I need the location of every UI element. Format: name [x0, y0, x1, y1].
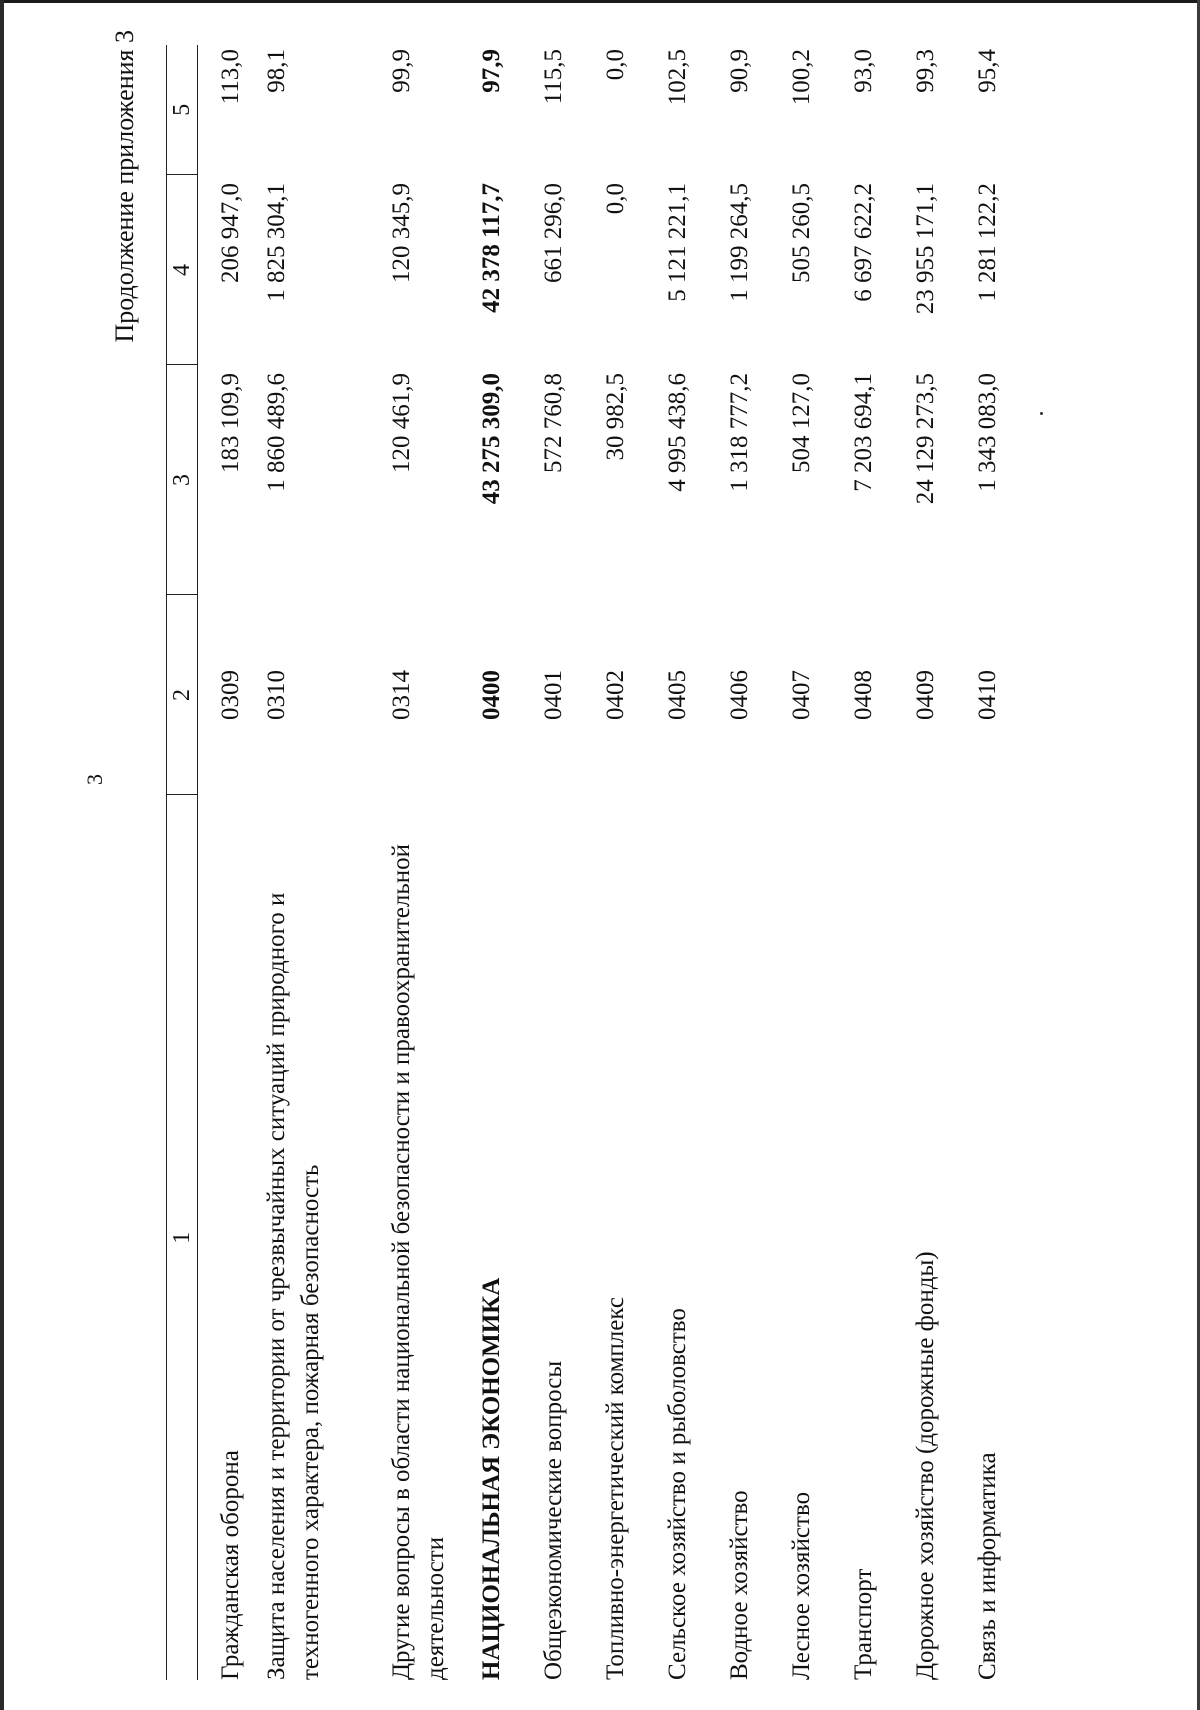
row-col4-cell: 1 199 264,5 — [725, 183, 753, 302]
row-col3-cell: 24 129 273,5 — [911, 373, 939, 505]
row-name-cell: Лесное хозяйство — [787, 1491, 815, 1680]
page-number: 3 — [82, 774, 107, 785]
row-col3-cell: 1 860 489,6 — [262, 373, 290, 492]
row-code-cell: 0410 — [973, 670, 1001, 720]
row-col3-cell: 4 995 438,6 — [663, 373, 691, 492]
row-col5-cell: 93,0 — [849, 49, 877, 93]
row-col5-cell: 115,5 — [539, 49, 567, 105]
row-col5-cell: 99,9 — [387, 49, 415, 93]
table-row — [385, 45, 475, 1680]
row-name-cell: НАЦИОНАЛЬНАЯ ЭКОНОМИКА — [477, 1277, 505, 1680]
table-row — [537, 45, 599, 1680]
row-col5-cell: 98,1 — [262, 49, 290, 93]
row-col4-cell: 1 281 122,2 — [973, 183, 1001, 302]
row-col3-cell: 120 461,9 — [387, 373, 415, 473]
table-row — [723, 45, 785, 1680]
row-col4-cell: 1 825 304,1 — [262, 183, 290, 302]
row-col3-cell: 183 109,9 — [217, 373, 244, 473]
table-row — [785, 45, 847, 1680]
row-col3-cell: 504 127,0 — [787, 373, 815, 473]
row-col3-cell: 43 275 309,0 — [477, 373, 505, 505]
row-name-cell: Общеэкономические вопросы — [539, 1360, 567, 1680]
row-name-cell: Сельское хозяйство и рыболовство — [663, 1308, 691, 1680]
row-col4-cell: 206 947,0 — [217, 183, 244, 283]
row-code-cell: 0409 — [911, 670, 939, 720]
table-row — [909, 45, 971, 1680]
row-name-cell: Транспорт — [849, 1568, 877, 1680]
row-col3-cell: 1 318 777,2 — [725, 373, 753, 492]
row-code-cell: 0309 — [217, 670, 244, 720]
row-col5-cell: 97,9 — [477, 49, 505, 93]
row-name-cell: Топливно-энергетический комплекс — [601, 1297, 629, 1680]
row-code-cell: 0310 — [262, 670, 290, 720]
row-code-cell: 0400 — [477, 670, 505, 720]
row-col3-cell: 30 982,5 — [601, 373, 629, 461]
row-col5-cell: 100,2 — [787, 49, 815, 106]
row-col5-cell: 113,0 — [217, 49, 244, 105]
row-name-cell: Другие вопросы в области национальной безопасности и правоохранительной деятельности — [387, 843, 449, 1680]
row-name-cell: Защита населения и территории от чрезвычайных ситуаций природного и техногенного характера, пожарная безопасность — [262, 892, 324, 1680]
continuation-label: Продолжение приложения 3 — [110, 30, 139, 343]
row-name-cell: Связь и информатика — [973, 1452, 1001, 1680]
table-row — [847, 45, 909, 1680]
row-name-cell: Водное хозяйство — [725, 1490, 753, 1680]
row-code-cell: 0402 — [601, 670, 629, 720]
table-body — [198, 45, 1033, 1680]
row-code-cell: 0408 — [849, 670, 877, 720]
row-col4-cell: 23 955 171,1 — [911, 183, 939, 315]
table-row — [260, 45, 385, 1680]
row-col4-cell: 120 345,9 — [387, 183, 415, 283]
row-name-cell: Гражданская оборона — [217, 1450, 244, 1680]
row-col5-cell: 90,9 — [725, 49, 753, 93]
row-col5-cell: 102,5 — [663, 49, 691, 106]
budget-table — [166, 45, 1033, 1680]
table-row — [599, 45, 661, 1680]
row-col4-cell: 42 378 117,7 — [477, 183, 505, 313]
row-code-cell: 0401 — [539, 670, 567, 720]
row-col5-cell: 99,3 — [911, 49, 939, 93]
row-code-cell: 0407 — [787, 670, 815, 720]
header-col-5: 5 — [167, 45, 198, 175]
row-col4-cell: 0,0 — [601, 183, 629, 215]
row-col4-cell: 661 296,0 — [539, 183, 567, 283]
row-col3-cell: 1 343 083,0 — [973, 373, 1001, 492]
row-code-cell: 0314 — [387, 670, 415, 720]
table-row — [475, 45, 537, 1680]
row-code-cell: 0405 — [663, 670, 691, 720]
row-col5-cell: 95,4 — [973, 49, 1001, 93]
row-col3-cell: 7 203 694,1 — [849, 373, 877, 492]
header-col-4: 4 — [167, 175, 198, 365]
row-name-cell: Дорожное хозяйство (дорожные фонды) — [911, 1251, 939, 1680]
row-col5-cell: 0,0 — [601, 49, 629, 81]
row-code-cell: 0406 — [725, 670, 753, 720]
table-row — [971, 45, 1033, 1680]
table-row — [198, 45, 260, 1680]
row-col4-cell: 505 260,5 — [787, 183, 815, 283]
table-row — [661, 45, 723, 1680]
row-col4-cell: 6 697 622,2 — [849, 183, 877, 302]
row-col3-cell: 572 760,8 — [539, 373, 567, 473]
header-col-1: 1 — [167, 795, 198, 1680]
header-col-3: 3 — [167, 365, 198, 595]
row-col4-cell: 5 121 221,1 — [663, 183, 691, 302]
header-col-2: 2 — [167, 595, 198, 795]
header-row — [167, 45, 198, 1680]
